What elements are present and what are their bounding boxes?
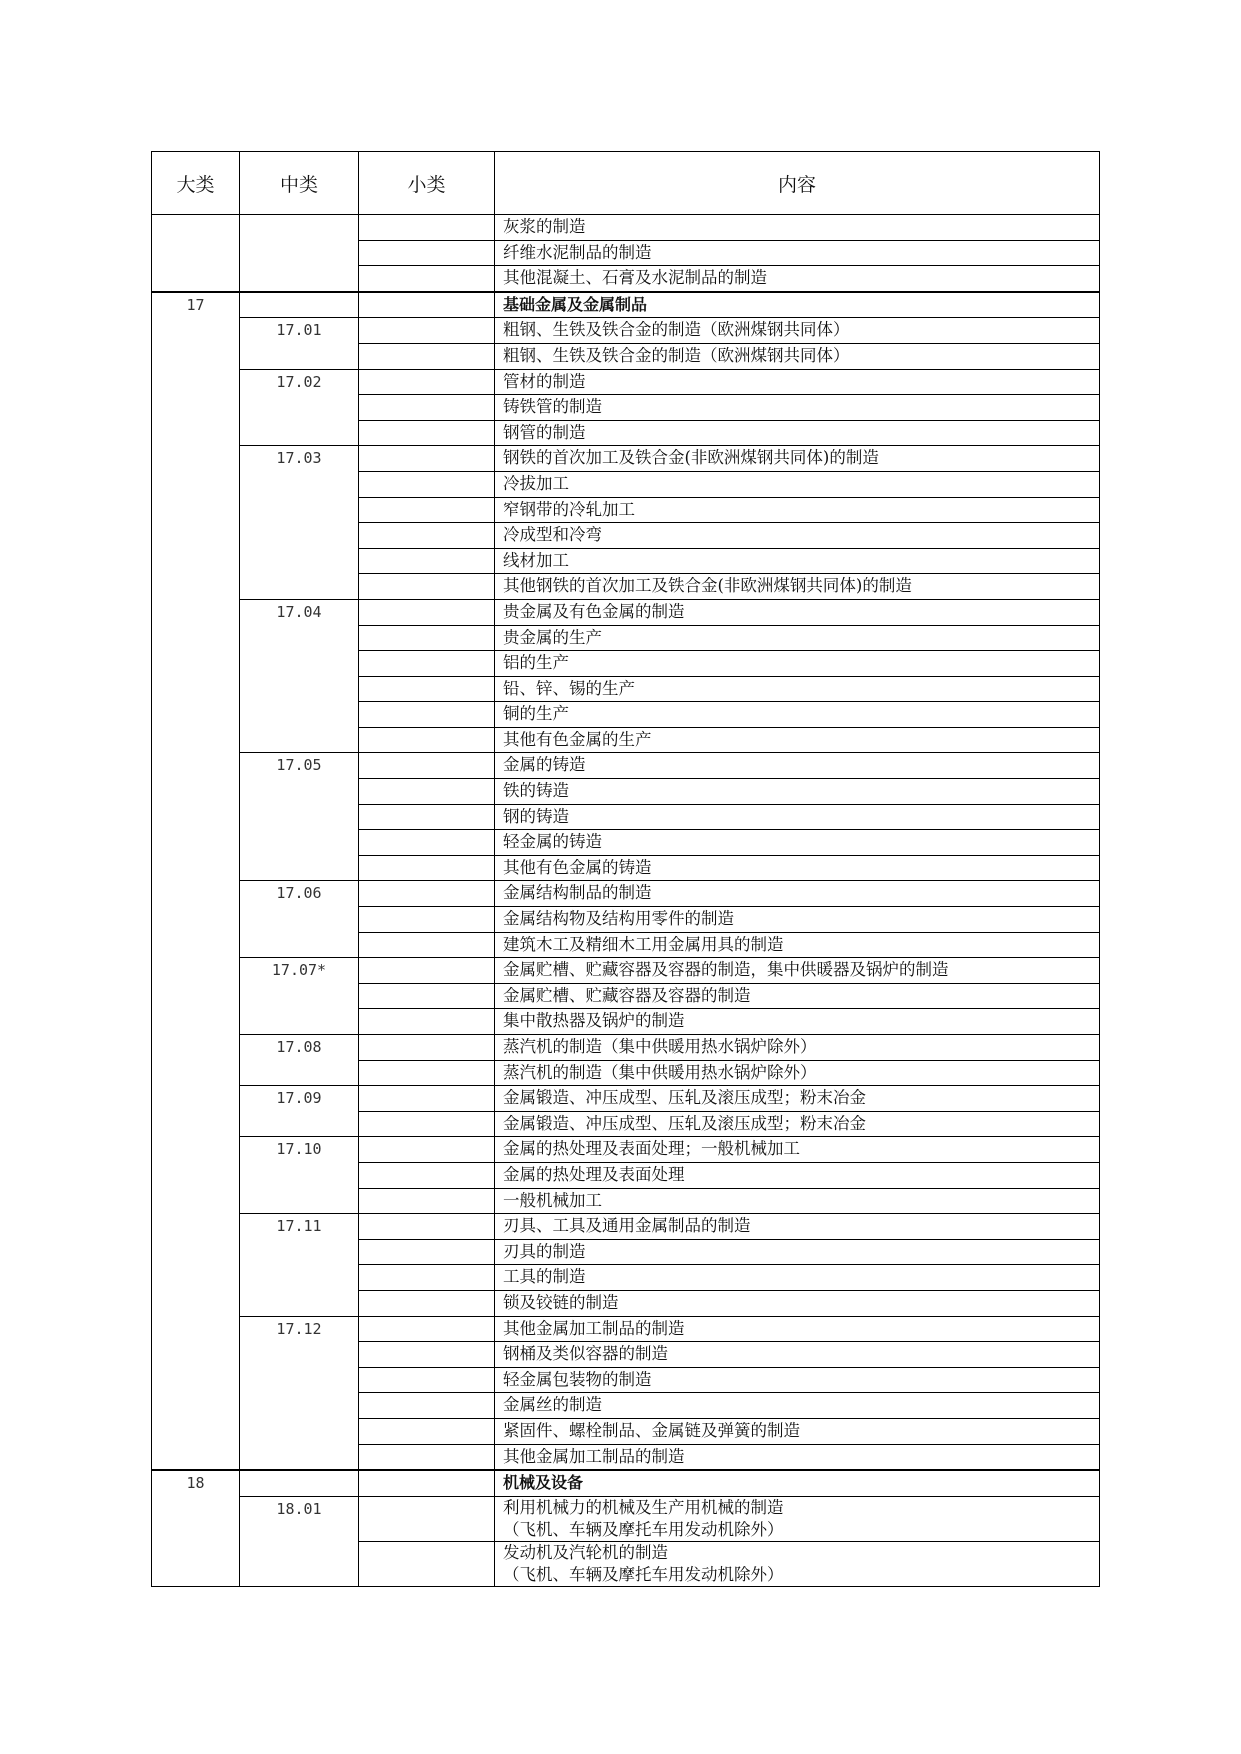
- content-cell: 其他有色金属的铸造: [495, 855, 1100, 881]
- minor-class-cell: [359, 215, 495, 241]
- content-line-1: 利用机械力的机械及生产用机械的制造: [503, 1497, 784, 1517]
- minor-class-cell: [359, 318, 495, 344]
- minor-class-cell: [359, 240, 495, 266]
- table-row: [152, 1470, 1100, 1496]
- content-cell: [495, 1541, 1100, 1586]
- minor-class-cell: [359, 1162, 495, 1188]
- content-cell: 粗钢、生铁及铁合金的制造（欧洲煤钢共同体）: [495, 343, 1100, 369]
- content-cell: 机械及设备: [495, 1470, 1100, 1496]
- content-cell: 基础金属及金属制品: [495, 292, 1100, 318]
- minor-class-cell: [359, 1265, 495, 1291]
- middle-class-cell: 17.03: [240, 446, 359, 600]
- content-cell: 一般机械加工: [495, 1188, 1100, 1214]
- content-cell: 其他有色金属的生产: [495, 727, 1100, 753]
- middle-class-cell: 17.05: [240, 753, 359, 881]
- minor-class-cell: [359, 446, 495, 472]
- content-cell: 钢桶及类似容器的制造: [495, 1342, 1100, 1368]
- content-line-1: 发动机及汽轮机的制造: [503, 1542, 668, 1562]
- content-cell: 金属结构制品的制造: [495, 881, 1100, 907]
- content-cell: 铸铁管的制造: [495, 395, 1100, 421]
- minor-class-cell: [359, 753, 495, 779]
- content-cell: 钢的铸造: [495, 804, 1100, 830]
- middle-class-cell: 17.01: [240, 318, 359, 369]
- content-cell: 钢铁的首次加工及铁合金(非欧洲煤钢共同体)的制造: [495, 446, 1100, 472]
- major-class-cell: [152, 215, 240, 292]
- table-header-row: [152, 152, 1100, 215]
- table-row: [152, 369, 1100, 395]
- minor-class-cell: [359, 1393, 495, 1419]
- table-row: [152, 1496, 1100, 1541]
- table-row: [152, 318, 1100, 344]
- major-class-cell: 17: [152, 292, 240, 1470]
- content-cell: 窄钢带的冷轧加工: [495, 497, 1100, 523]
- minor-class-cell: [359, 1060, 495, 1086]
- minor-class-cell: [359, 932, 495, 958]
- minor-class-cell: [359, 395, 495, 421]
- content-cell: 其他金属加工制品的制造: [495, 1444, 1100, 1470]
- middle-class-cell: 18.01: [240, 1496, 359, 1586]
- middle-class-cell: 17.06: [240, 881, 359, 958]
- table-row: [152, 753, 1100, 779]
- table-row: [152, 215, 1100, 241]
- header-minor-class: 小类: [359, 152, 495, 215]
- table-row: [152, 958, 1100, 984]
- minor-class-cell: [359, 1290, 495, 1316]
- table-row: [152, 1316, 1100, 1342]
- content-cell: 蒸汽机的制造（集中供暖用热水锅炉除外）: [495, 1060, 1100, 1086]
- table-row: [152, 1214, 1100, 1240]
- table-row: [152, 292, 1100, 318]
- minor-class-cell: [359, 1035, 495, 1061]
- content-cell: 刃具的制造: [495, 1239, 1100, 1265]
- content-cell: 贵金属的生产: [495, 625, 1100, 651]
- minor-class-cell: [359, 266, 495, 292]
- minor-class-cell: [359, 1367, 495, 1393]
- minor-class-cell: [359, 651, 495, 677]
- middle-class-cell: 17.10: [240, 1137, 359, 1214]
- minor-class-cell: [359, 1086, 495, 1112]
- content-cell: 铜的生产: [495, 702, 1100, 728]
- minor-class-cell: [359, 497, 495, 523]
- minor-class-cell: [359, 625, 495, 651]
- content-cell: 轻金属包装物的制造: [495, 1367, 1100, 1393]
- middle-class-cell: 17.09: [240, 1086, 359, 1137]
- minor-class-cell: [359, 907, 495, 933]
- content-cell: 金属的热处理及表面处理: [495, 1162, 1100, 1188]
- minor-class-cell: [359, 1444, 495, 1470]
- middle-class-cell: 17.11: [240, 1214, 359, 1316]
- minor-class-cell: [359, 1496, 495, 1541]
- content-cell: 灰浆的制造: [495, 215, 1100, 241]
- content-cell: 金属结构物及结构用零件的制造: [495, 907, 1100, 933]
- content-cell: 纤维水泥制品的制造: [495, 240, 1100, 266]
- minor-class-cell: [359, 574, 495, 600]
- minor-class-cell: [359, 523, 495, 549]
- table-row: [152, 881, 1100, 907]
- header-middle-class: 中类: [240, 152, 359, 215]
- minor-class-cell: [359, 1342, 495, 1368]
- content-cell: 金属的热处理及表面处理；一般机械加工: [495, 1137, 1100, 1163]
- table-row: [152, 599, 1100, 625]
- content-cell: 建筑木工及精细木工用金属用具的制造: [495, 932, 1100, 958]
- middle-class-cell: [240, 292, 359, 318]
- content-line-2: （飞机、车辆及摩托车用发动机除外）: [503, 1519, 784, 1539]
- minor-class-cell: [359, 779, 495, 805]
- minor-class-cell: [359, 599, 495, 625]
- content-cell: 紧固件、螺栓制品、金属链及弹簧的制造: [495, 1418, 1100, 1444]
- content-cell: [495, 1496, 1100, 1541]
- middle-class-cell: [240, 215, 359, 292]
- header-content: 内容: [495, 152, 1100, 215]
- table-body: [152, 215, 1100, 1587]
- table-row: [152, 1137, 1100, 1163]
- content-cell: 蒸汽机的制造（集中供暖用热水锅炉除外）: [495, 1035, 1100, 1061]
- content-cell: 锁及铰链的制造: [495, 1290, 1100, 1316]
- minor-class-cell: [359, 1214, 495, 1240]
- minor-class-cell: [359, 292, 495, 318]
- minor-class-cell: [359, 983, 495, 1009]
- content-cell: 粗钢、生铁及铁合金的制造（欧洲煤钢共同体）: [495, 318, 1100, 344]
- classification-table: [151, 151, 1100, 1587]
- minor-class-cell: [359, 855, 495, 881]
- minor-class-cell: [359, 471, 495, 497]
- minor-class-cell: [359, 830, 495, 856]
- content-cell: 铅、锌、锡的生产: [495, 676, 1100, 702]
- table-row: [152, 1086, 1100, 1112]
- header-major-class: 大类: [152, 152, 240, 215]
- minor-class-cell: [359, 958, 495, 984]
- content-cell: 工具的制造: [495, 1265, 1100, 1291]
- content-cell: 刃具、工具及通用金属制品的制造: [495, 1214, 1100, 1240]
- content-cell: 轻金属的铸造: [495, 830, 1100, 856]
- content-line-2: （飞机、车辆及摩托车用发动机除外）: [503, 1564, 784, 1584]
- content-cell: 金属的铸造: [495, 753, 1100, 779]
- content-cell: 铁的铸造: [495, 779, 1100, 805]
- minor-class-cell: [359, 1137, 495, 1163]
- minor-class-cell: [359, 1239, 495, 1265]
- minor-class-cell: [359, 804, 495, 830]
- content-cell: 线材加工: [495, 548, 1100, 574]
- minor-class-cell: [359, 369, 495, 395]
- minor-class-cell: [359, 420, 495, 446]
- content-cell: 管材的制造: [495, 369, 1100, 395]
- minor-class-cell: [359, 702, 495, 728]
- major-class-cell: 18: [152, 1470, 240, 1586]
- content-cell: 铝的生产: [495, 651, 1100, 677]
- middle-class-cell: 17.12: [240, 1316, 359, 1470]
- content-cell: 其他钢铁的首次加工及铁合金(非欧洲煤钢共同体)的制造: [495, 574, 1100, 600]
- content-cell: 贵金属及有色金属的制造: [495, 599, 1100, 625]
- minor-class-cell: [359, 727, 495, 753]
- content-cell: 冷拔加工: [495, 471, 1100, 497]
- middle-class-cell: 17.04: [240, 599, 359, 753]
- content-cell: 其他混凝土、石膏及水泥制品的制造: [495, 266, 1100, 292]
- content-cell: 集中散热器及锅炉的制造: [495, 1009, 1100, 1035]
- minor-class-cell: [359, 548, 495, 574]
- minor-class-cell: [359, 1009, 495, 1035]
- minor-class-cell: [359, 1316, 495, 1342]
- content-cell: 金属锻造、冲压成型、压轧及滚压成型；粉末冶金: [495, 1111, 1100, 1137]
- minor-class-cell: [359, 1541, 495, 1586]
- minor-class-cell: [359, 881, 495, 907]
- content-cell: 其他金属加工制品的制造: [495, 1316, 1100, 1342]
- middle-class-cell: [240, 1470, 359, 1496]
- minor-class-cell: [359, 1418, 495, 1444]
- content-cell: 金属锻造、冲压成型、压轧及滚压成型；粉末冶金: [495, 1086, 1100, 1112]
- content-cell: 钢管的制造: [495, 420, 1100, 446]
- minor-class-cell: [359, 1111, 495, 1137]
- minor-class-cell: [359, 1188, 495, 1214]
- middle-class-cell: 17.08: [240, 1035, 359, 1086]
- content-cell: 冷成型和冷弯: [495, 523, 1100, 549]
- content-cell: 金属贮槽、贮藏容器及容器的制造，集中供暖器及锅炉的制造: [495, 958, 1100, 984]
- table-row: [152, 446, 1100, 472]
- minor-class-cell: [359, 676, 495, 702]
- content-cell: 金属丝的制造: [495, 1393, 1100, 1419]
- minor-class-cell: [359, 1470, 495, 1496]
- middle-class-cell: 17.02: [240, 369, 359, 446]
- content-cell: 金属贮槽、贮藏容器及容器的制造: [495, 983, 1100, 1009]
- middle-class-cell: 17.07*: [240, 958, 359, 1035]
- table-row: [152, 1035, 1100, 1061]
- minor-class-cell: [359, 343, 495, 369]
